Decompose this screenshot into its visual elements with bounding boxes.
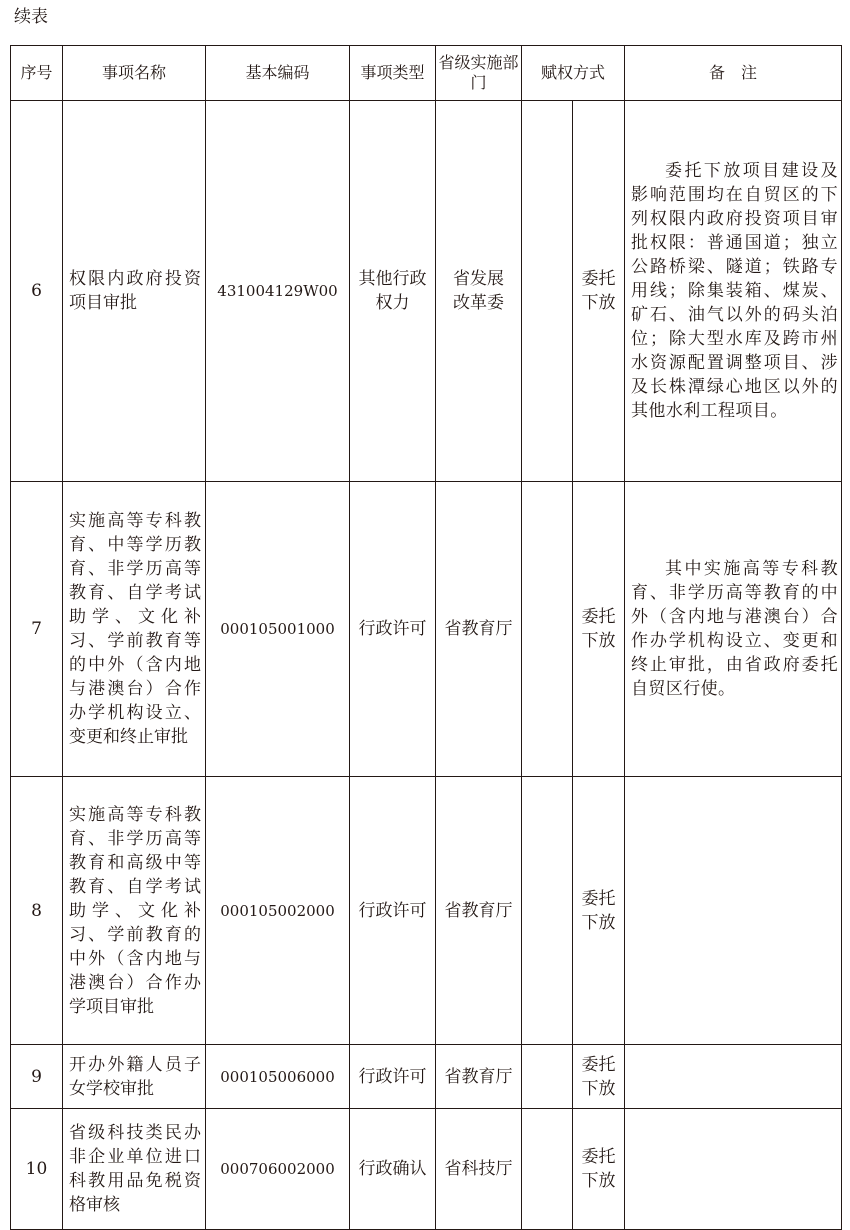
row-code: 000105006000: [206, 1045, 350, 1109]
row-name: 省级科技类民办非企业单位进口科教用品免税资格审核: [63, 1109, 206, 1230]
header-note: 备 注: [625, 46, 842, 101]
row-code: 000105002000: [206, 777, 350, 1045]
row-name: 实施高等专科教育、非学历高等教育和高级中等教育、自学考试助学、文化补习、学前教育的中外（含内地与港澳台）合作办学项目审批: [63, 777, 206, 1045]
header-seq: 序号: [11, 46, 63, 101]
row-mode: 委托下放: [573, 777, 625, 1045]
row-note: [625, 482, 842, 777]
row-dept: 省发展改革委: [436, 101, 522, 482]
row-note-text: 其中实施高等专科教育、非学历高等教育的中外（含内地与港澳台）合作办学机构设立、变更和终止审批，由省政府委托自贸区行使。: [631, 559, 839, 699]
row-seq: 10: [11, 1109, 63, 1230]
row-mode-blank: [522, 777, 573, 1045]
table-row: [11, 1045, 842, 1109]
row-mode: 委托下放: [573, 1109, 625, 1230]
row-seq: 6: [11, 101, 63, 482]
row-note-text: 委托下放项目建设及影响范围均在自贸区的下列权限内政府投资项目审批权限：普通国道；独立公路桥梁、隧道；铁路专用线；除集装箱、煤炭、矿石、油气以外的码头泊位；除大型水库及跨市州水资源配置调整项目、涉及长株潭绿心地区以外的其他水利工程项目。: [631, 161, 839, 421]
row-mode: 委托下放: [573, 1045, 625, 1109]
table-row: [11, 482, 842, 777]
header-mode: 赋权方式: [522, 46, 625, 101]
row-type: 行政确认: [350, 1109, 436, 1230]
row-type: 行政许可: [350, 482, 436, 777]
row-code: 000105001000: [206, 482, 350, 777]
row-name: 权限内政府投资项目审批: [63, 101, 206, 482]
header-name: 事项名称: [63, 46, 206, 101]
row-mode-blank: [522, 1045, 573, 1109]
row-name: 开办外籍人员子女学校审批: [63, 1045, 206, 1109]
row-note: [625, 101, 842, 482]
row-code: 431004129W00: [206, 101, 350, 482]
row-note: [625, 1109, 842, 1230]
row-dept: 省教育厅: [436, 1045, 522, 1109]
row-mode: 委托下放: [573, 101, 625, 482]
row-note: [625, 1045, 842, 1109]
row-mode-blank: [522, 1109, 573, 1230]
row-seq: 7: [11, 482, 63, 777]
row-type: 其他行政权力: [350, 101, 436, 482]
continued-label: 续表: [14, 7, 48, 27]
row-seq: 8: [11, 777, 63, 1045]
table-row: [11, 777, 842, 1045]
table-row: [11, 101, 842, 482]
row-type: 行政许可: [350, 1045, 436, 1109]
row-mode-blank: [522, 101, 573, 482]
header-row: [11, 46, 842, 101]
row-note: [625, 777, 842, 1045]
table-row: [11, 1109, 842, 1230]
row-code: 000706002000: [206, 1109, 350, 1230]
row-mode: 委托下放: [573, 482, 625, 777]
row-dept: 省教育厅: [436, 777, 522, 1045]
header-code: 基本编码: [206, 46, 350, 101]
row-seq: 9: [11, 1045, 63, 1109]
authority-table: [10, 45, 842, 1230]
row-dept: 省科技厅: [436, 1109, 522, 1230]
row-mode-blank: [522, 482, 573, 777]
header-type: 事项类型: [350, 46, 436, 101]
row-name: 实施高等专科教育、中等学历教育、非学历高等教育、自学考试助学、文化补习、学前教育等的中外（含内地与港澳台）合作办学机构设立、变更和终止审批: [63, 482, 206, 777]
header-dept: 省级实施部门: [436, 46, 522, 101]
row-dept: 省教育厅: [436, 482, 522, 777]
row-type: 行政许可: [350, 777, 436, 1045]
